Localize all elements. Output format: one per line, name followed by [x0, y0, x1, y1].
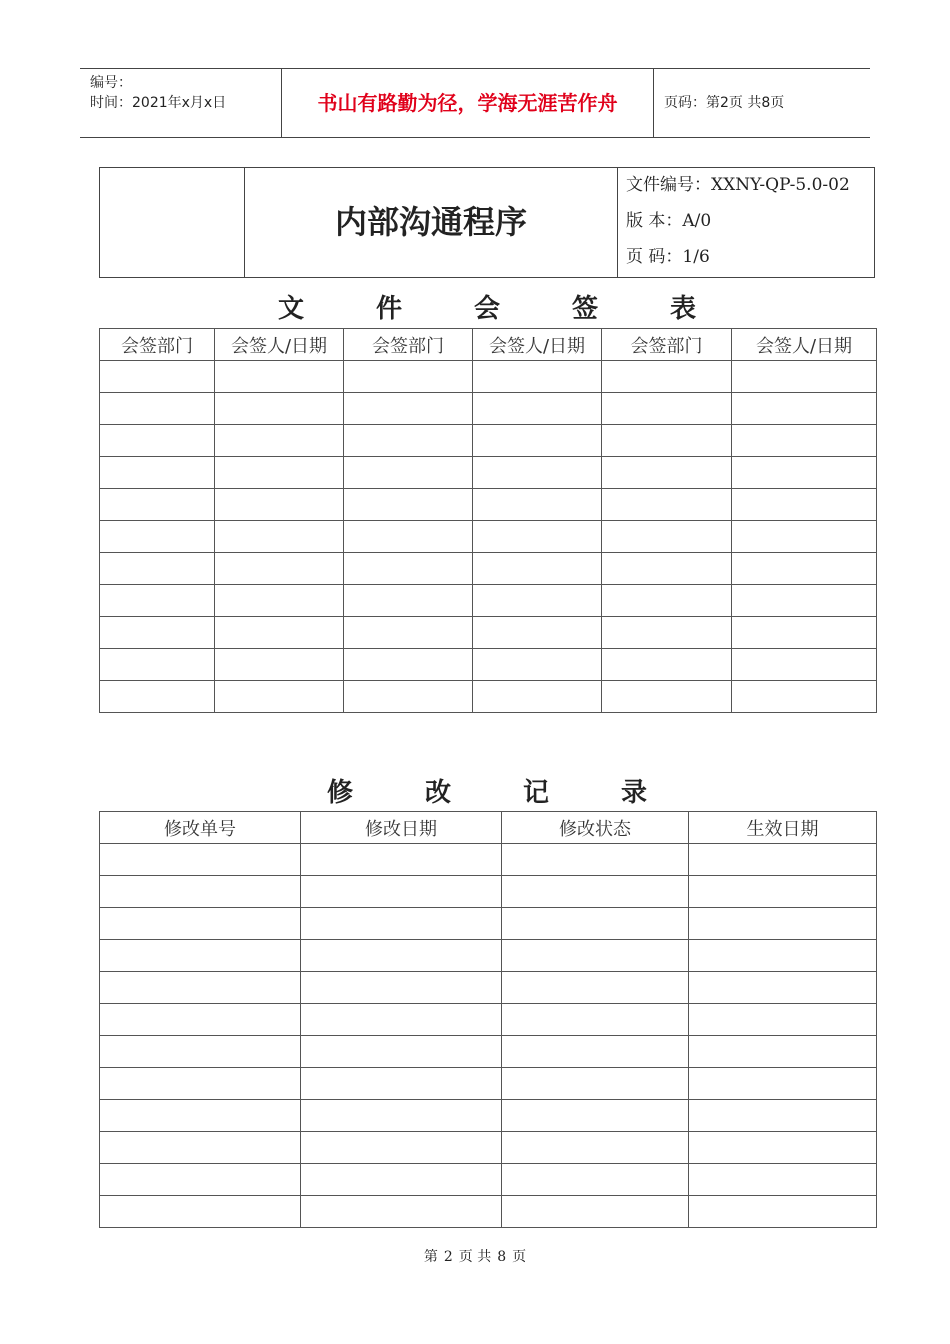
page-code: 页 码：1/6 — [626, 247, 710, 267]
table-cell — [602, 681, 732, 713]
table-row — [100, 393, 877, 425]
footer-mid: 页 共 — [458, 1249, 492, 1265]
table-row — [100, 972, 877, 1004]
table-cell — [344, 489, 473, 521]
revision-table — [99, 811, 877, 1228]
table-cell — [100, 1100, 301, 1132]
page-footer — [0, 1246, 950, 1266]
table-row — [100, 425, 877, 457]
table-cell — [473, 681, 602, 713]
signoff-title-char: 表 — [670, 294, 697, 324]
footer-page-number: 2 — [443, 1249, 453, 1265]
table-cell — [301, 844, 502, 876]
table-cell — [215, 457, 344, 489]
table-row — [100, 457, 877, 489]
table-cell — [602, 361, 732, 393]
table-cell — [100, 972, 301, 1004]
file-number: 文件编号：XXNY-QP-5.0-02 — [626, 175, 850, 195]
table-cell — [502, 1004, 689, 1036]
table-cell — [344, 361, 473, 393]
table-cell — [301, 908, 502, 940]
table-cell — [473, 361, 602, 393]
table-cell — [689, 844, 877, 876]
table-row — [100, 617, 877, 649]
table-cell — [344, 521, 473, 553]
table-cell — [602, 425, 732, 457]
table-cell — [344, 457, 473, 489]
table-row — [100, 361, 877, 393]
signoff-title — [99, 288, 875, 325]
table-cell — [689, 1132, 877, 1164]
table-cell — [100, 489, 215, 521]
table-cell — [732, 681, 877, 713]
motto: 书山有路勤为径，学海无涯苦作舟 — [317, 91, 618, 115]
table-cell — [100, 908, 301, 940]
signoff-title-char: 件 — [375, 294, 402, 324]
table-cell — [689, 876, 877, 908]
table-cell — [502, 876, 689, 908]
table-cell — [100, 393, 215, 425]
table-cell — [301, 1036, 502, 1068]
table-cell — [689, 1164, 877, 1196]
table-cell — [602, 617, 732, 649]
table-cell — [100, 681, 215, 713]
table-row — [100, 553, 877, 585]
table-cell — [301, 940, 502, 972]
logo-cell — [100, 168, 245, 277]
table-cell — [732, 425, 877, 457]
version: 版 本：A/0 — [626, 211, 712, 231]
table-cell — [215, 553, 344, 585]
table-cell — [344, 585, 473, 617]
table-cell — [473, 585, 602, 617]
table-cell — [301, 1004, 502, 1036]
footer-total-pages: 8 — [497, 1249, 507, 1265]
table-cell — [344, 553, 473, 585]
table-cell — [344, 649, 473, 681]
signoff-column-header: 会签部门 — [344, 329, 473, 361]
table-cell — [732, 521, 877, 553]
table-row — [100, 1036, 877, 1068]
table-cell — [100, 457, 215, 489]
date-label: 时间：2021年x月x日 — [90, 95, 227, 111]
table-cell — [100, 1068, 301, 1100]
table-row — [100, 1196, 877, 1228]
table-cell — [502, 1068, 689, 1100]
footer-suffix: 页 — [512, 1249, 527, 1265]
revision-title-char: 录 — [621, 778, 648, 808]
table-cell — [215, 393, 344, 425]
table-cell — [732, 585, 877, 617]
table-cell — [689, 1196, 877, 1228]
table-cell — [100, 1004, 301, 1036]
table-cell — [100, 649, 215, 681]
table-cell — [502, 1196, 689, 1228]
table-cell — [732, 553, 877, 585]
revision-column-header: 生效日期 — [689, 812, 877, 844]
revision-column-header: 修改状态 — [502, 812, 689, 844]
table-cell — [301, 876, 502, 908]
header-page-info: 页码：第2页 共8页 — [664, 95, 785, 111]
table-cell — [344, 617, 473, 649]
table-row — [100, 1164, 877, 1196]
number-label: 编号： — [90, 75, 132, 91]
table-cell — [215, 489, 344, 521]
table-cell — [689, 908, 877, 940]
table-row — [100, 908, 877, 940]
header-meta — [80, 69, 281, 137]
table-cell — [502, 972, 689, 1004]
table-cell — [602, 489, 732, 521]
table-cell — [215, 681, 344, 713]
table-cell — [100, 425, 215, 457]
signoff-title-char: 签 — [572, 294, 599, 324]
table-cell — [473, 617, 602, 649]
table-cell — [602, 585, 732, 617]
table-cell — [100, 521, 215, 553]
table-cell — [689, 1004, 877, 1036]
table-cell — [602, 553, 732, 585]
table-cell — [100, 553, 215, 585]
table-cell — [473, 553, 602, 585]
table-cell — [215, 361, 344, 393]
signoff-column-header: 会签人/日期 — [732, 329, 877, 361]
table-cell — [100, 585, 215, 617]
table-cell — [100, 844, 301, 876]
signoff-title-char: 会 — [473, 294, 500, 324]
table-cell — [100, 1164, 301, 1196]
table-cell — [689, 1036, 877, 1068]
revision-column-header: 修改日期 — [301, 812, 502, 844]
revision-column-header: 修改单号 — [100, 812, 301, 844]
table-cell — [689, 1100, 877, 1132]
table-row — [100, 844, 877, 876]
table-cell — [732, 457, 877, 489]
table-cell — [344, 425, 473, 457]
table-cell — [100, 1132, 301, 1164]
table-row — [100, 649, 877, 681]
table-cell — [100, 1036, 301, 1068]
table-row — [100, 1004, 877, 1036]
table-cell — [602, 521, 732, 553]
table-cell — [502, 1164, 689, 1196]
page-header — [80, 68, 870, 138]
table-cell — [301, 1100, 502, 1132]
header-motto-cell — [281, 69, 654, 137]
table-cell — [732, 489, 877, 521]
document-title: 内部沟通程序 — [245, 168, 618, 277]
signoff-column-header: 会签部门 — [602, 329, 732, 361]
table-cell — [473, 489, 602, 521]
table-cell — [100, 361, 215, 393]
table-cell — [100, 617, 215, 649]
table-cell — [301, 972, 502, 1004]
table-cell — [301, 1164, 502, 1196]
table-cell — [602, 649, 732, 681]
table-row — [100, 876, 877, 908]
revision-title — [99, 772, 875, 809]
revision-title-char: 改 — [424, 778, 451, 808]
table-cell — [732, 361, 877, 393]
table-cell — [502, 908, 689, 940]
table-cell — [502, 940, 689, 972]
table-cell — [301, 1068, 502, 1100]
table-row — [100, 940, 877, 972]
footer-prefix: 第 — [423, 1249, 438, 1265]
table-cell — [602, 393, 732, 425]
signoff-table — [99, 328, 877, 713]
table-cell — [473, 649, 602, 681]
table-cell — [215, 617, 344, 649]
table-cell — [502, 844, 689, 876]
table-row — [100, 1100, 877, 1132]
signoff-column-header: 会签人/日期 — [473, 329, 602, 361]
table-cell — [473, 521, 602, 553]
table-cell — [100, 1196, 301, 1228]
table-cell — [301, 1196, 502, 1228]
table-cell — [732, 649, 877, 681]
table-cell — [473, 393, 602, 425]
signoff-column-header: 会签人/日期 — [215, 329, 344, 361]
table-row — [100, 585, 877, 617]
table-cell — [473, 457, 602, 489]
table-cell — [473, 425, 602, 457]
table-cell — [215, 649, 344, 681]
table-cell — [215, 521, 344, 553]
document-title-block — [99, 167, 875, 278]
signoff-column-header: 会签部门 — [100, 329, 215, 361]
table-cell — [732, 393, 877, 425]
table-cell — [100, 876, 301, 908]
table-row — [100, 521, 877, 553]
table-cell — [215, 425, 344, 457]
table-cell — [689, 1068, 877, 1100]
table-cell — [215, 585, 344, 617]
table-cell — [689, 972, 877, 1004]
table-cell — [602, 457, 732, 489]
table-cell — [502, 1036, 689, 1068]
table-cell — [344, 681, 473, 713]
table-row — [100, 681, 877, 713]
table-cell — [344, 393, 473, 425]
document-info — [626, 170, 874, 278]
signoff-title-char: 文 — [277, 294, 304, 324]
table-cell — [100, 940, 301, 972]
table-cell — [502, 1100, 689, 1132]
revision-title-char: 记 — [523, 778, 550, 808]
table-row — [100, 489, 877, 521]
revision-title-char: 修 — [326, 778, 353, 808]
table-row — [100, 1068, 877, 1100]
table-cell — [732, 617, 877, 649]
table-cell — [502, 1132, 689, 1164]
table-cell — [301, 1132, 502, 1164]
table-cell — [689, 940, 877, 972]
table-row — [100, 1132, 877, 1164]
